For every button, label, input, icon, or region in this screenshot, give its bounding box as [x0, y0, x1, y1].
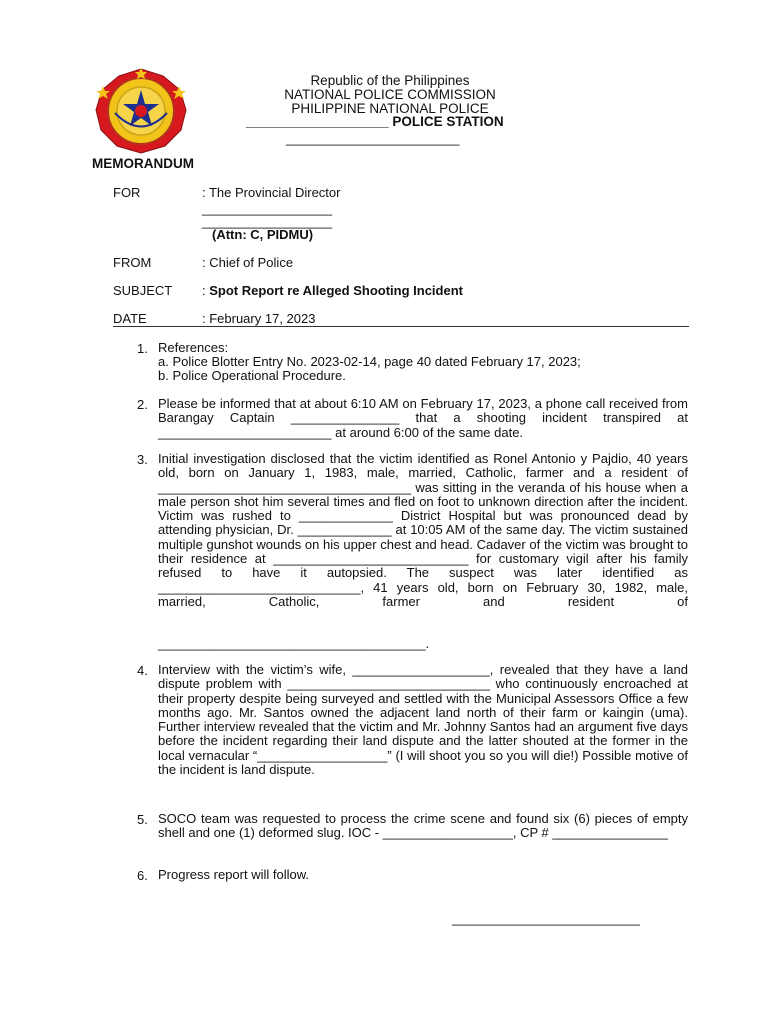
header-napolcom: NATIONAL POLICE COMMISSION — [284, 87, 496, 102]
date-label: DATE — [113, 311, 147, 326]
date-value: : February 17, 2023 — [202, 311, 316, 326]
for-value: : The Provincial Director — [202, 185, 341, 200]
from-value: : Chief of Police — [202, 255, 294, 270]
header-divider — [113, 326, 689, 327]
subject-label: SUBJECT — [113, 283, 173, 298]
p1-ref-a: a. Police Blotter Entry No. 2023-02-14, page 40 dated February 17, 2023; — [158, 354, 581, 369]
for-blank-1: __________________ — [202, 201, 333, 216]
p4-number: 4. — [137, 663, 148, 678]
header-station — [246, 114, 504, 129]
p1-title: References: — [158, 340, 229, 355]
p3-text: Initial investigation disclosed that the victim identified as Ronel Antonio y Pajdio, 40 years old, born on January 1, 1983, male, married, Catholic, farmer and a resident of ___________________________________ was sitting in the veranda of his house when a male person shot him several times and fled on foot to unknown direction after the incident. Victim was rushed to _____________ District Hospital but was pronounced dead by attending physician, Dr. _____________ at 10:05 AM of the same day. The victim sustained multiple gunshot wounds on his upper chest and head. Cadaver of the victim was brought to their residence at ___________________________ for customary vigil after his family refused to have it autopsied. The suspect was later identified as ____________________________, 41 years old, born on February 30, 1982, male, married, Catholic, farmer and resident of — [158, 451, 688, 609]
station-sub-blank: ________________________ — [286, 131, 460, 146]
p1-number: 1. — [137, 341, 148, 356]
header-republic: Republic of the Philippines — [310, 73, 470, 88]
station-label: POLICE STATION — [392, 114, 504, 129]
memo-title: MEMORANDUM — [92, 156, 194, 171]
p2-number: 2. — [137, 397, 148, 412]
p5-text: SOCO team was requested to process the crime scene and found six (6) pieces of empty shell and one (1) deformed slug. IOC - __________________, CP # ________________ — [158, 811, 688, 841]
p2-text: Please be informed that at about 6:10 AM on February 17, 2023, a phone call received from Barangay Captain _______________ that a shooting incident transpired at ________________________ at around 6:00 of the same date. — [158, 396, 688, 440]
p6-number: 6. — [137, 868, 148, 883]
attn-line: (Attn: C, PIDMU) — [212, 227, 314, 242]
for-label: FOR — [113, 185, 141, 200]
p4-text: Interview with the victim’s wife, ___________________, revealed that they have a land dispute problem with ____________________________ who continuously encroached at their property despite being surveyed and settled with the Municipal Assessors Office a few months ago. Mr. Santos owned the adjacent land north of their farm or kaingin (uma). Further interview revealed that the victim and Mr. Johnny Santos had an argument five days before the incident regarding their land dispute and the latter shouted at the former in the local vernacular “__________________” (I will shoot you so you will die!) Possible motive of the incident is land dispute. — [158, 662, 688, 778]
p3-last-line: _____________________________________. — [158, 636, 430, 651]
header-pnp: PHILIPPINE NATIONAL POLICE — [291, 101, 489, 116]
for-blank-2: __________________ — [202, 214, 333, 229]
p3-number: 3. — [137, 452, 148, 467]
p5-number: 5. — [137, 812, 148, 827]
signature-blank: __________________________ — [452, 911, 640, 926]
station-blank: ___________________ — [246, 114, 389, 129]
subject-line — [202, 283, 463, 298]
from-label: FROM — [113, 255, 152, 270]
pnp-seal-logo — [93, 68, 189, 154]
subject-colon: : — [202, 283, 210, 298]
p6-text: Progress report will follow. — [158, 867, 309, 882]
p1-ref-b: b. Police Operational Procedure. — [158, 368, 346, 383]
subject-value: Spot Report re Alleged Shooting Incident — [209, 283, 463, 298]
